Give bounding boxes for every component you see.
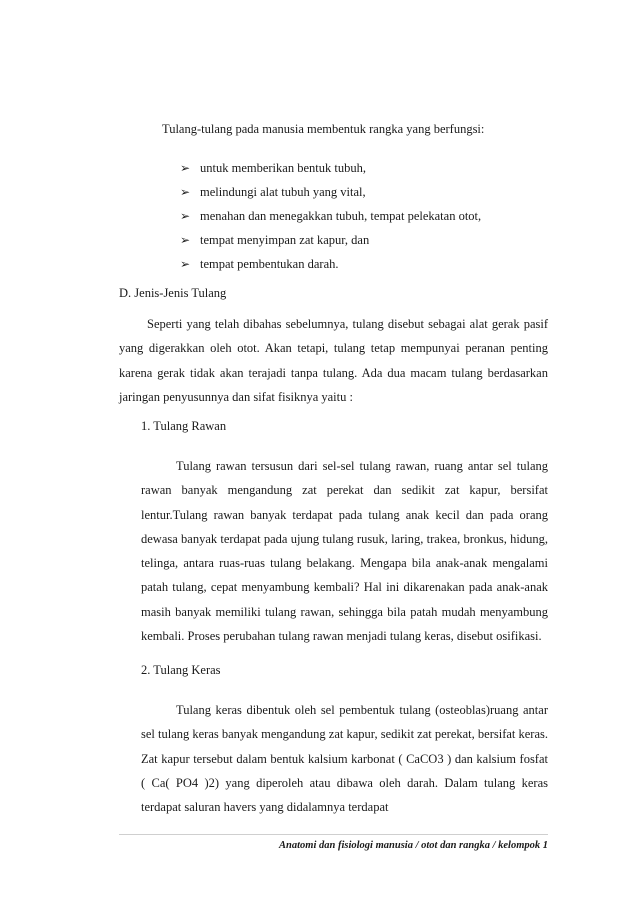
tulang-rawan-paragraph: Tulang rawan tersusun dari sel-sel tulang rawan, ruang antar sel tulang rawan banyak mengandung zat perekat dan sedikit zat kapur, bersifat lentur.Tulang rawan banyak terdapat pada tulang anak kecil dan pada orang dewasa banyak terdapat pada ujung tulang rusuk, laring, trakea, bronkus, hidung, telinga, antara ruas-ruas tulang belakang. Mengapa bila anak-anak mengalami patah tulang, cepat menyambung kembali? Hal ini dikarenakan pada anak-anak masih banyak memiliki tulang rawan, sehingga bila patah mudah menyambung kembali. Proses perubahan tulang rawan menjadi tulang keras, disebut osifikasi. xyxy=(141,459,548,644)
page-footer: Anatomi dan fisiologi manusia / otot dan rangka / kelompok 1 xyxy=(279,840,548,851)
intro-sentence: Tulang-tulang pada manusia membentuk rangka yang berfungsi: xyxy=(162,122,485,136)
arrow-bullet-icon: ➢ xyxy=(180,209,191,223)
tulang-keras-paragraph: Tulang keras dibentuk oleh sel pembentuk tulang (osteoblas)ruang antar sel tulang keras banyak mengandung zat kapur, sedikit zat perekat, bersifat keras. Zat kapur tersebut dalam bentuk kalsium karbonat ( CaCO3 ) dan kalsium fosfat ( Ca( PO4 )2) yang diperoleh atau dibawa oleh darah. Dalam tulang keras terdapat saluran havers yang didalamnya terdapat xyxy=(141,703,548,815)
list-item-text: untuk memberikan bentuk tubuh, xyxy=(200,161,366,175)
list-item-text: tempat pembentukan darah. xyxy=(200,257,339,271)
arrow-bullet-icon: ➢ xyxy=(180,233,191,247)
list-item xyxy=(180,180,481,204)
list-item-text: menahan dan menegakkan tubuh, tempat pelekatan otot, xyxy=(200,209,482,223)
subheading-tulang-rawan: 1. Tulang Rawan xyxy=(141,419,227,433)
list-item xyxy=(180,252,481,276)
function-list xyxy=(180,156,481,276)
list-item-text: melindungi alat tubuh yang vital, xyxy=(200,185,366,199)
jenis-tulang-paragraph: Seperti yang telah dibahas sebelumnya, tulang disebut sebagai alat gerak pasif yang digerakkan oleh otot. Akan tetapi, tulang tetap mempunyai peranan penting karena gerak tidak akan terajadi tanpa tulang. Ada dua macam tulang berdasarkan jaringan penyusunnya dan sifat fisiknya yaitu : xyxy=(119,317,548,404)
footer-divider xyxy=(119,834,548,835)
list-item xyxy=(180,204,481,228)
subheading-tulang-keras: 2. Tulang Keras xyxy=(141,663,221,677)
list-item xyxy=(180,228,481,252)
list-item-text: tempat menyimpan zat kapur, dan xyxy=(200,233,370,247)
arrow-bullet-icon: ➢ xyxy=(180,257,191,271)
arrow-bullet-icon: ➢ xyxy=(180,161,191,175)
list-item xyxy=(180,156,481,180)
arrow-bullet-icon: ➢ xyxy=(180,185,191,199)
section-heading-jenis-tulang: D. Jenis-Jenis Tulang xyxy=(119,286,227,300)
